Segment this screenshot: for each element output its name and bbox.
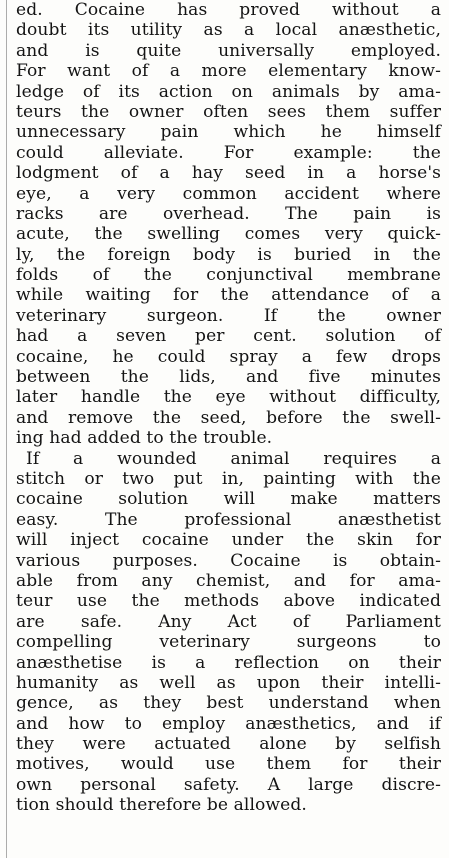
text-line: ing had added to the trouble. (16, 428, 273, 449)
text-line: ly, the foreign body is buried in the (16, 244, 441, 265)
text-line: had a seven per cent. solution of (16, 326, 441, 347)
text-line: are safe. Any Act of Parliament (16, 611, 441, 632)
text-line: doubt its utility as a local anæsthetic, (16, 20, 441, 41)
text-line: gence, as they best understand when (16, 693, 441, 714)
text-line: later handle the eye without difficulty, (16, 387, 441, 408)
text-line: while waiting for the attendance of a (16, 285, 441, 306)
text-line: For want of a more elementary know- (16, 61, 441, 82)
text-line: acute, the swelling comes very quick- (16, 224, 441, 245)
text-line: folds of the conjunctival membrane (16, 265, 441, 286)
text-line: they were actuated alone by selfish (16, 734, 441, 755)
text-line: cocaine solution will make matters (16, 489, 441, 510)
text-line: compelling veterinary surgeons to (16, 632, 441, 653)
article-text (16, 0, 441, 816)
text-line: racks are overhead. The pain is (16, 203, 441, 224)
paragraph-2 (16, 449, 441, 816)
column-rule (6, 0, 7, 858)
text-line: and remove the seed, before the swell- (16, 407, 441, 428)
text-line: If a wounded animal requires a (26, 448, 441, 469)
text-line: will inject cocaine under the skin for (16, 530, 441, 551)
text-line: own personal safety. A large discre- (16, 774, 441, 795)
text-line: could alleviate. For example: the (16, 142, 441, 163)
text-line: ed. Cocaine has proved without a (16, 0, 441, 20)
text-line: teur use the methods above indicated (16, 591, 441, 612)
text-line: tion should therefore be allowed. (16, 795, 307, 816)
text-line: easy. The professional anæsthetist (16, 509, 441, 530)
text-line: various purposes. Cocaine is obtain- (16, 550, 441, 571)
text-line: humanity as well as upon their intelli- (16, 672, 441, 693)
text-line: stitch or two put in, painting with the (16, 468, 441, 489)
text-line: unnecessary pain which he himself (16, 122, 441, 143)
text-line: and is quite universally employed. (16, 40, 441, 61)
text-line: lodgment of a hay seed in a horse's (16, 163, 441, 184)
text-line: veterinary surgeon. If the owner (16, 305, 441, 326)
text-line: able from any chemist, and for ama- (16, 570, 441, 591)
paragraph-1 (16, 0, 441, 449)
text-line: ledge of its action on animals by ama- (16, 81, 441, 102)
text-line: teurs the owner often sees them suffer (16, 101, 441, 122)
text-line: anæsthetise is a reflection on their (16, 652, 441, 673)
text-line: between the lids, and five minutes (16, 367, 441, 388)
text-line: eye, a very common accident where (16, 183, 441, 204)
text-line: motives, would use them for their (16, 754, 441, 775)
text-line: and how to employ anæsthetics, and if (16, 713, 441, 734)
text-line: cocaine, he could spray a few drops (16, 346, 441, 367)
